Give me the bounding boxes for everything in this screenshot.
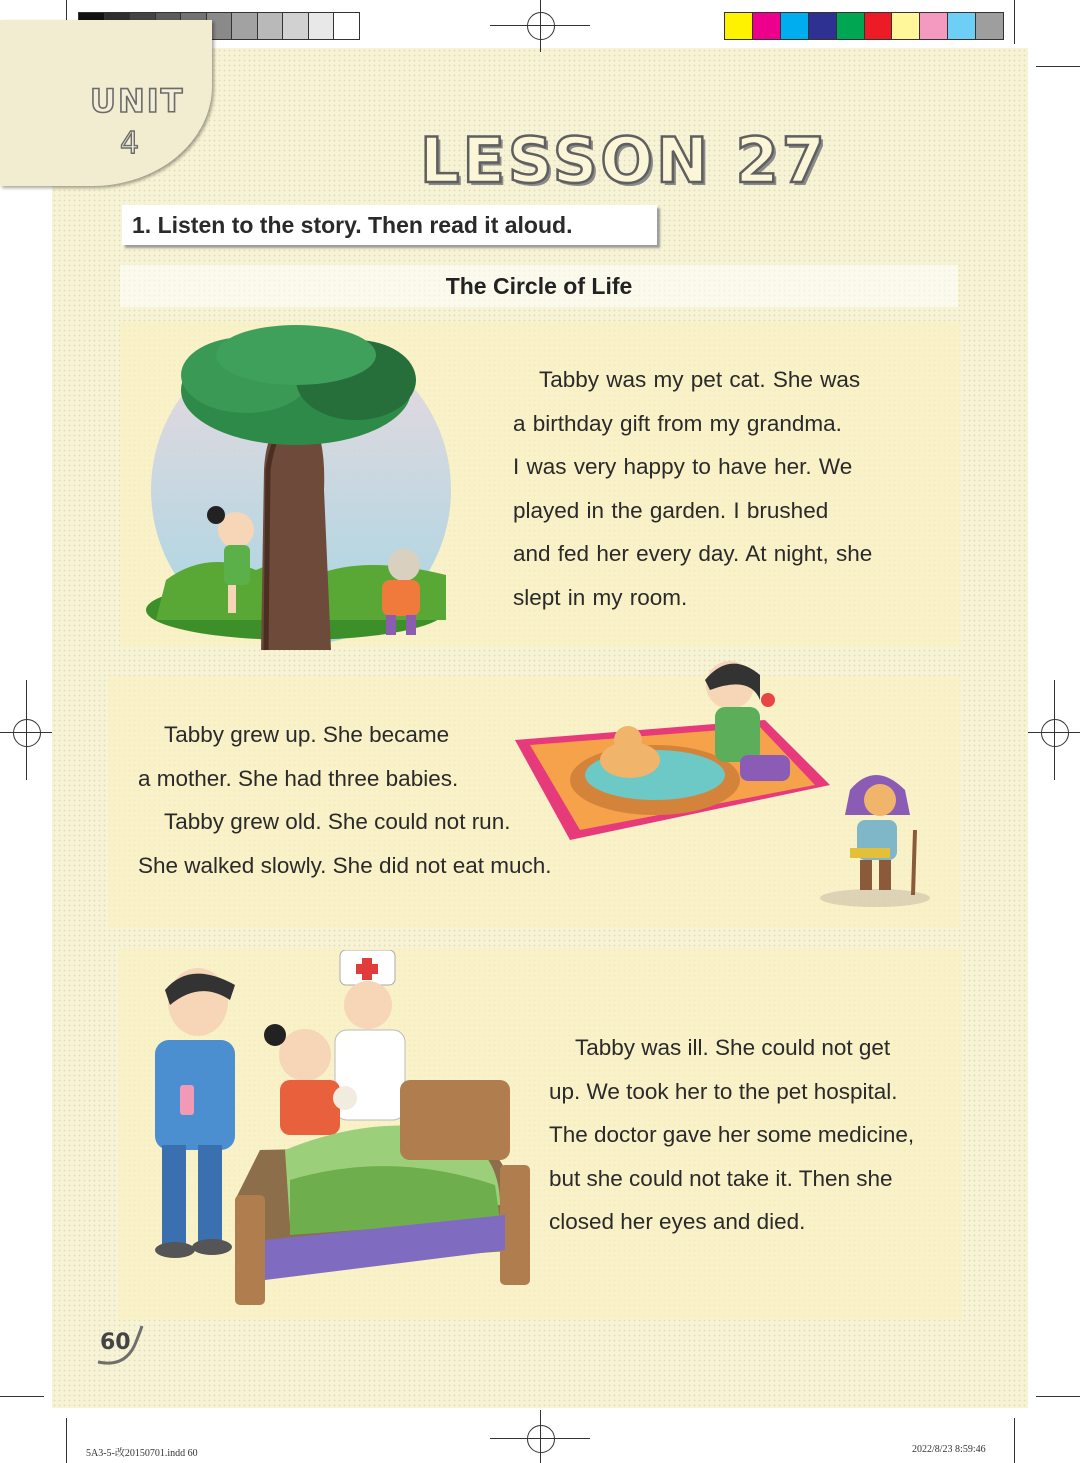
grayscale-swatch — [334, 13, 359, 39]
paragraph-1-line: played in the garden. I brushed — [513, 497, 829, 523]
color-swatch — [976, 13, 1003, 39]
paragraph-1-line: Tabby was my pet cat. She was — [539, 367, 861, 392]
color-swatch — [725, 13, 753, 39]
paragraph-2-line: a mother. She had three babies. — [138, 765, 459, 791]
paragraph-1-line: slept in my room. — [513, 584, 688, 610]
color-swatch — [865, 13, 893, 39]
color-swatch — [809, 13, 837, 39]
registration-mark-right — [1028, 680, 1080, 780]
paragraph-3 — [549, 1026, 959, 1244]
paragraph-3-line: Tabby was ill. She could not get — [575, 1035, 891, 1060]
registration-mark-bottom — [490, 1410, 590, 1463]
grayscale-swatch — [232, 13, 258, 39]
lesson-title: LESSON 27 — [420, 124, 828, 197]
unit-number: 4 — [120, 126, 140, 161]
color-swatch — [781, 13, 809, 39]
grayscale-swatch — [258, 13, 284, 39]
tree-illustration — [146, 320, 456, 650]
crop-mark — [1036, 66, 1080, 67]
file-slug: 5A3-5-改20150701.indd 60 — [86, 1448, 198, 1459]
paragraph-3-line: up. We took her to the pet hospital. — [549, 1078, 898, 1104]
unit-label: UNIT — [90, 82, 185, 120]
exercise-instruction: 1. Listen to the story. Then read it aloud. — [122, 205, 657, 245]
paragraph-3-line: The doctor gave her some medicine, — [549, 1122, 915, 1147]
crop-mark — [66, 1418, 67, 1463]
grayscale-swatch — [283, 13, 309, 39]
registration-mark-left — [0, 680, 52, 780]
color-swatch — [920, 13, 948, 39]
crop-mark — [1014, 0, 1015, 44]
hospital-illustration — [140, 950, 545, 1320]
color-swatch — [892, 13, 920, 39]
old-cat-illustration — [815, 760, 945, 910]
registration-mark-top — [490, 0, 590, 52]
crop-mark — [1014, 1418, 1015, 1463]
color-swatch — [753, 13, 781, 39]
page-number: 60 — [100, 1330, 131, 1355]
paragraph-1-line: a birthday gift from my grandma. — [513, 410, 842, 436]
paragraph-2 — [138, 713, 608, 887]
paragraph-2-line: Tabby grew old. She could not run. — [164, 809, 511, 834]
paragraph-1 — [513, 358, 913, 619]
paragraph-1-line: and fed her every day. At night, she — [513, 541, 873, 566]
crop-mark — [1036, 1396, 1080, 1397]
paragraph-2-line: Tabby grew up. She became — [164, 722, 450, 747]
grayscale-swatch — [309, 13, 335, 39]
father-figure — [155, 968, 235, 1258]
paragraph-1-line: I was very happy to have her. We — [513, 454, 853, 479]
paragraph-3-line: but she could not take it. Then she — [549, 1165, 893, 1191]
paragraph-3-line: closed her eyes and died. — [549, 1209, 806, 1234]
color-swatch — [837, 13, 865, 39]
story-title: The Circle of Life — [120, 265, 958, 307]
paragraph-2-line: She walked slowly. She did not eat much. — [138, 852, 552, 878]
color-calibration-bar — [724, 12, 1004, 40]
color-swatch — [948, 13, 976, 39]
print-timestamp: 2022/8/23 8:59:46 — [912, 1444, 986, 1455]
crop-mark — [0, 1396, 44, 1397]
